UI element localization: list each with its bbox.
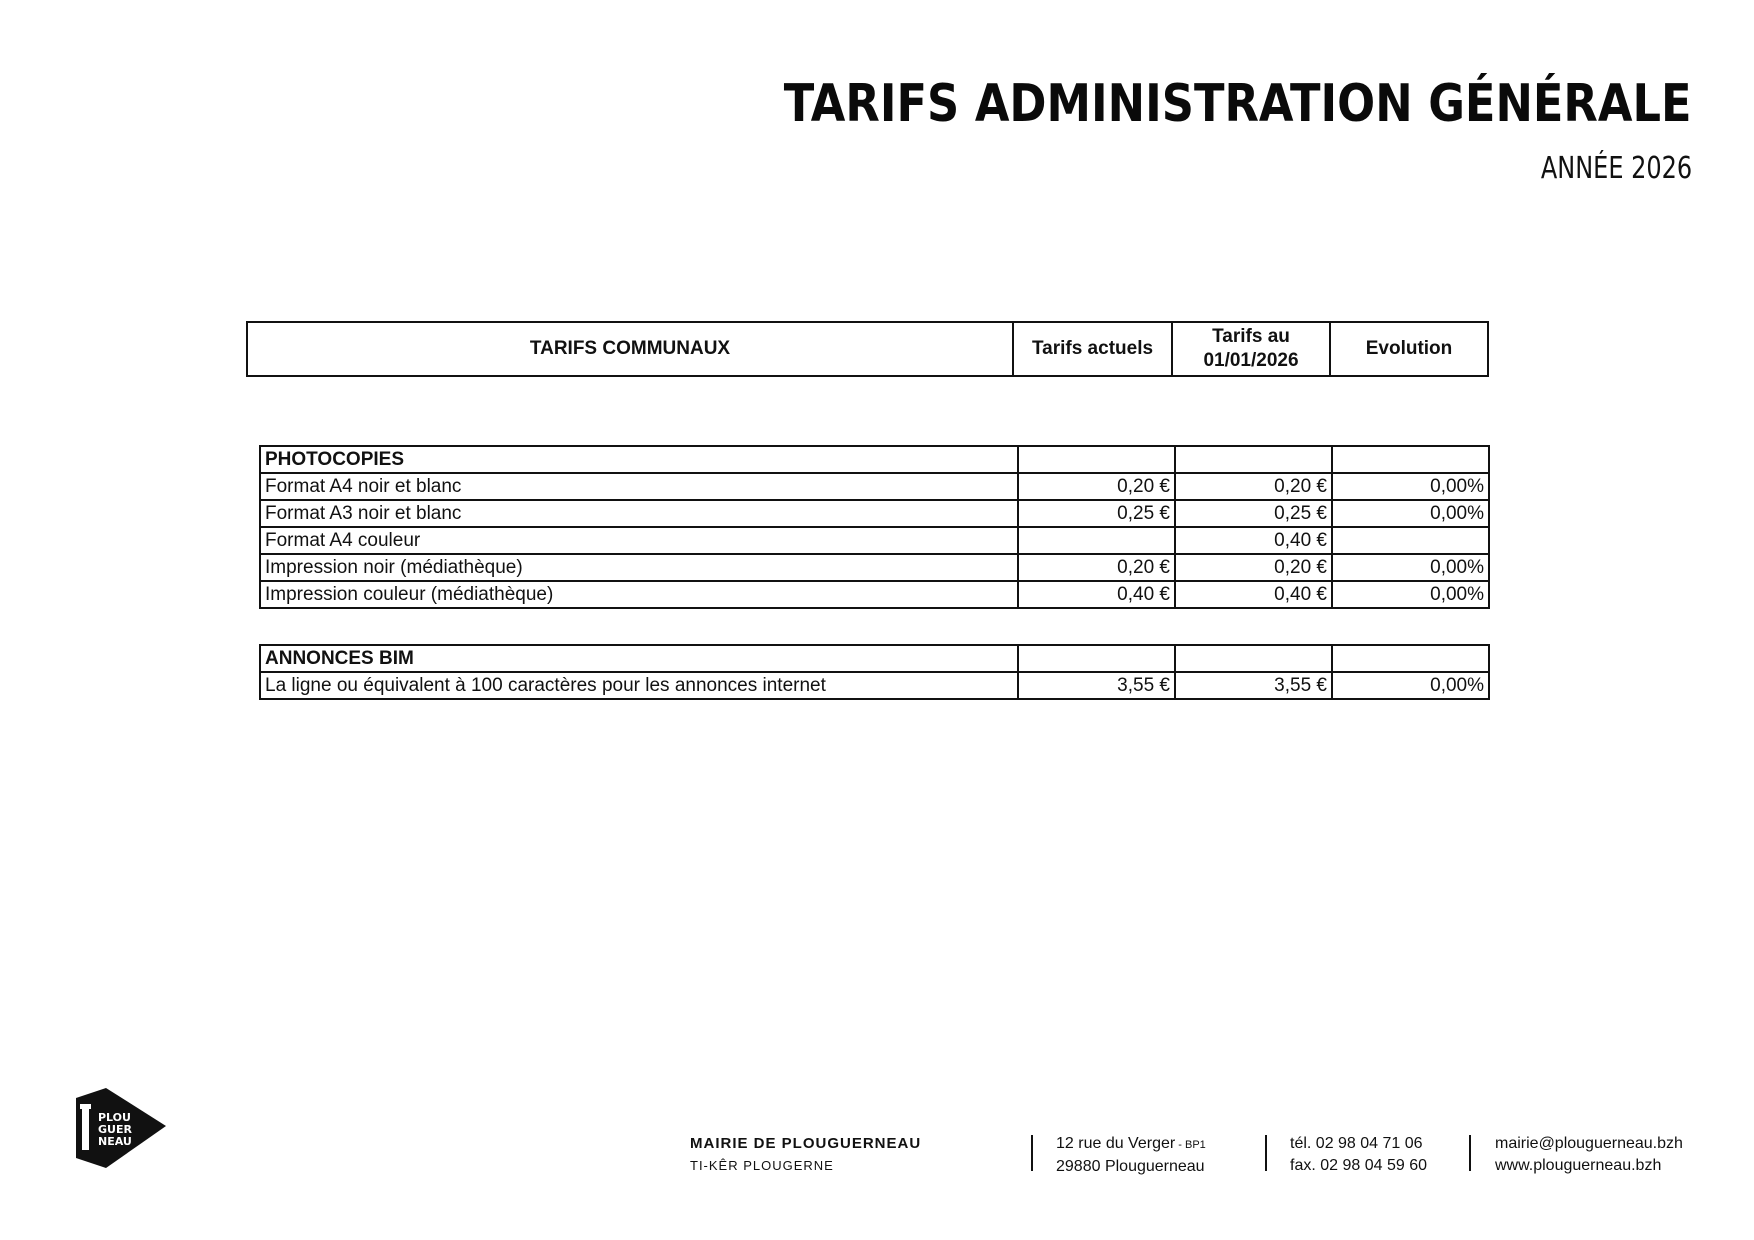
row-tarif-actuel: 0,25 € bbox=[1018, 500, 1175, 527]
header-tarifs-communaux: TARIFS COMMUNAUX bbox=[247, 322, 1013, 376]
logo-text-line3: NEAU bbox=[98, 1135, 132, 1148]
annonces-bim-table bbox=[259, 644, 1490, 700]
row-tarif-actuel: 0,40 € bbox=[1018, 581, 1175, 608]
row-evolution: 0,00% bbox=[1332, 473, 1489, 500]
header-tarifs-2026 bbox=[1172, 322, 1330, 376]
page-title: TARIFS ADMINISTRATION GÉNÉRALE bbox=[784, 74, 1692, 134]
footer-address bbox=[1056, 1133, 1206, 1178]
footer-address-line1: 12 rue du Verger bbox=[1056, 1135, 1176, 1152]
row-label: Impression noir (médiathèque) bbox=[260, 554, 1018, 581]
footer-org-sub: TI-KÊR PLOUGERNE bbox=[690, 1158, 834, 1173]
footer-divider bbox=[1469, 1135, 1471, 1171]
tariffs-header-table bbox=[246, 321, 1489, 377]
row-evolution bbox=[1332, 527, 1489, 554]
row-label: Impression couleur (médiathèque) bbox=[260, 581, 1018, 608]
footer-divider bbox=[1031, 1135, 1033, 1171]
section-header-row bbox=[260, 446, 1489, 473]
row-tarif-2026: 0,40 € bbox=[1175, 581, 1332, 608]
footer-address-bp: - BP1 bbox=[1175, 1139, 1206, 1151]
footer-website[interactable]: www.plouguerneau.bzh bbox=[1495, 1157, 1662, 1174]
row-label: La ligne ou équivalent à 100 caractères pour les annonces internet bbox=[260, 672, 1018, 699]
footer-email[interactable]: mairie@plouguerneau.bzh bbox=[1495, 1135, 1683, 1152]
row-evolution: 0,00% bbox=[1332, 581, 1489, 608]
row-tarif-actuel: 0,20 € bbox=[1018, 554, 1175, 581]
footer-org-name: MAIRIE DE PLOUGUERNEAU bbox=[690, 1135, 922, 1152]
row-tarif-actuel bbox=[1018, 527, 1175, 554]
footer-fax: fax. 02 98 04 59 60 bbox=[1290, 1157, 1427, 1174]
footer-organization bbox=[690, 1133, 921, 1177]
row-label: Format A4 couleur bbox=[260, 527, 1018, 554]
row-evolution: 0,00% bbox=[1332, 500, 1489, 527]
table-row bbox=[260, 554, 1489, 581]
section-header-row bbox=[260, 645, 1489, 672]
footer-contact bbox=[1495, 1133, 1683, 1177]
header-row bbox=[247, 322, 1488, 376]
table-row bbox=[260, 473, 1489, 500]
photocopies-table bbox=[259, 445, 1490, 609]
table-row bbox=[260, 581, 1489, 608]
header-tarifs-2026-line1: Tarifs au bbox=[1212, 326, 1290, 347]
section-title: ANNONCES BIM bbox=[260, 645, 1018, 672]
footer-address-line2: 29880 Plouguerneau bbox=[1056, 1158, 1205, 1175]
table-row bbox=[260, 527, 1489, 554]
logo-text-line1: PLOU bbox=[98, 1111, 131, 1124]
row-evolution: 0,00% bbox=[1332, 672, 1489, 699]
table-row bbox=[260, 500, 1489, 527]
footer-phone bbox=[1290, 1133, 1427, 1177]
footer-tel: tél. 02 98 04 71 06 bbox=[1290, 1135, 1423, 1152]
row-tarif-2026: 0,25 € bbox=[1175, 500, 1332, 527]
header-tarifs-actuels: Tarifs actuels bbox=[1013, 322, 1172, 376]
header-tarifs-2026-line2: 01/01/2026 bbox=[1203, 350, 1299, 371]
footer-divider bbox=[1265, 1135, 1267, 1171]
plouguerneau-logo bbox=[76, 1088, 166, 1170]
row-tarif-actuel: 3,55 € bbox=[1018, 672, 1175, 699]
row-tarif-actuel: 0,20 € bbox=[1018, 473, 1175, 500]
row-tarif-2026: 3,55 € bbox=[1175, 672, 1332, 699]
row-tarif-2026: 0,20 € bbox=[1175, 473, 1332, 500]
section-title: PHOTOCOPIES bbox=[260, 446, 1018, 473]
row-label: Format A4 noir et blanc bbox=[260, 473, 1018, 500]
logo-text-line2: GUER bbox=[98, 1123, 132, 1136]
table-row bbox=[260, 672, 1489, 699]
row-tarif-2026: 0,40 € bbox=[1175, 527, 1332, 554]
row-evolution: 0,00% bbox=[1332, 554, 1489, 581]
header-evolution: Evolution bbox=[1330, 322, 1488, 376]
row-label: Format A3 noir et blanc bbox=[260, 500, 1018, 527]
page-subtitle: ANNÉE 2026 bbox=[1540, 151, 1692, 186]
row-tarif-2026: 0,20 € bbox=[1175, 554, 1332, 581]
